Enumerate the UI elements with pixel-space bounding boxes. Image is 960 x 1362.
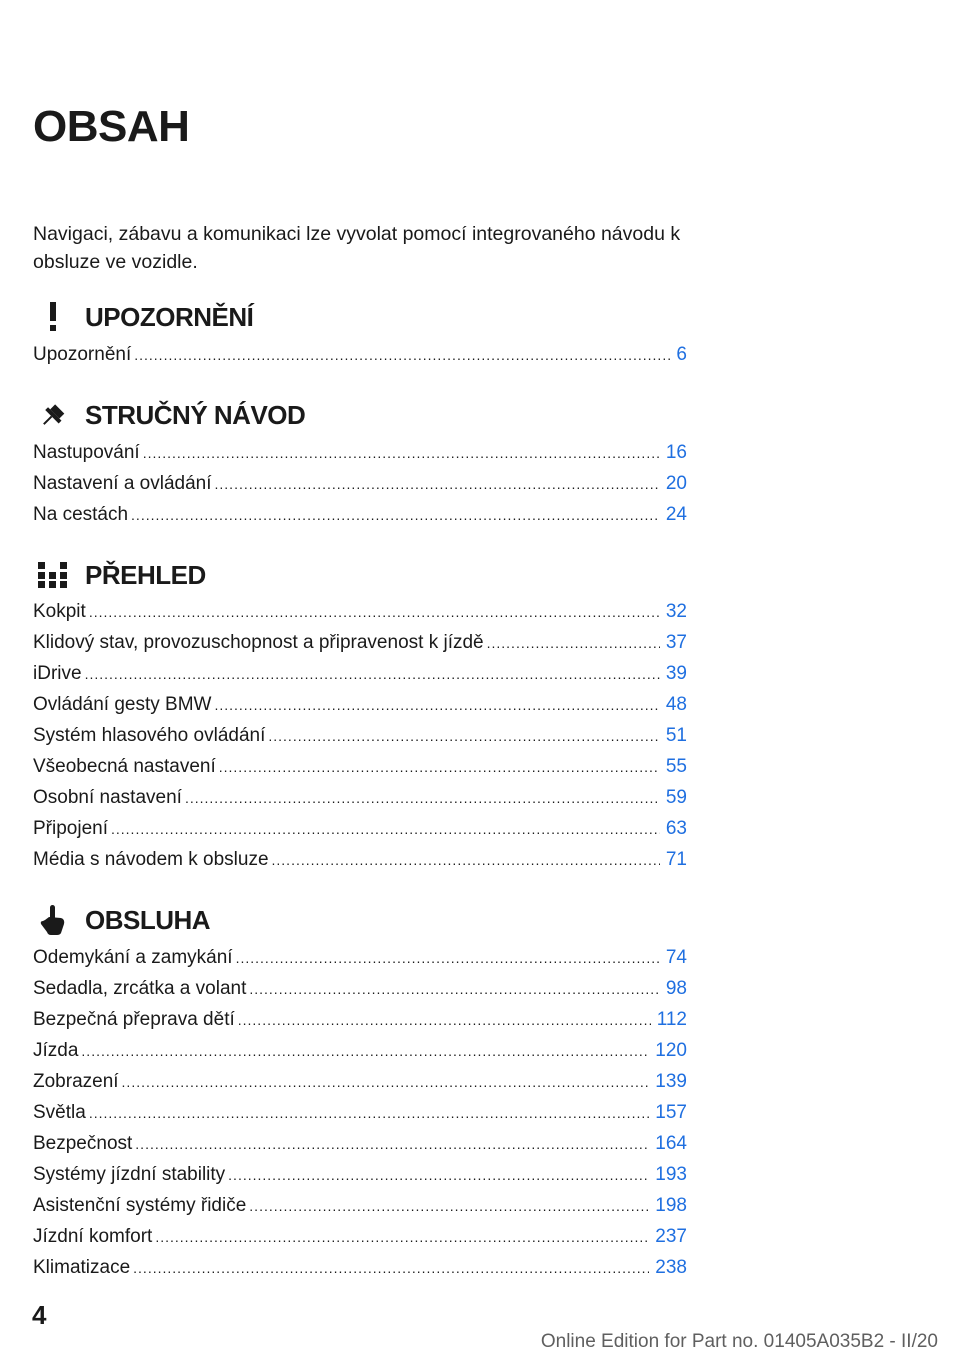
toc-entry-label: Světla [33, 1102, 86, 1123]
toc-list-prehled [33, 596, 687, 875]
toc-entry[interactable] [33, 1190, 687, 1221]
toc-entry-label: Osobní nastavení [33, 787, 182, 808]
toc-page-link[interactable]: 63 [665, 818, 687, 839]
dot-leader [89, 597, 660, 628]
toc-entry-label: Sedadla, zrcátka a volant [33, 978, 247, 999]
pointing-hand-icon [33, 902, 73, 938]
toc-entry-label: Na cestách [33, 504, 129, 525]
dot-leader [135, 1129, 649, 1160]
toc-entry-label: Bezpečnost [33, 1133, 133, 1154]
intro-text: Navigaci, zábavu a komunikaci lze vyvolat pomocí integrovaného návodu k obsluze ve vozidle. [33, 223, 681, 273]
section-title: STRUČNÝ NÁVOD [85, 399, 306, 430]
dot-leader [236, 943, 660, 974]
toc-page-link[interactable]: 237 [655, 1226, 687, 1247]
section-heading-upozorneni [33, 297, 253, 337]
toc-entry[interactable] [33, 973, 687, 1004]
toc-entry[interactable] [33, 1004, 687, 1035]
toc-entry[interactable] [33, 1035, 687, 1066]
toc-page-link[interactable]: 157 [655, 1102, 687, 1123]
dot-leader [89, 1098, 649, 1129]
grid-icon [33, 557, 73, 593]
toc-entry-label: iDrive [33, 663, 82, 684]
dot-leader [268, 721, 659, 752]
toc-entry-label: Asistenční systémy řidiče [33, 1195, 247, 1216]
dot-leader [219, 752, 660, 783]
toc-entry-label: Média s návodem k obsluze [33, 849, 269, 870]
dot-leader [185, 783, 660, 814]
dot-leader [249, 1191, 649, 1222]
toc-page-link[interactable]: 32 [665, 601, 687, 622]
toc-entry-label: Zobrazení [33, 1071, 119, 1092]
section-title: OBSLUHA [85, 904, 211, 935]
toc-entry[interactable] [33, 689, 687, 720]
toc-page-link[interactable]: 139 [655, 1071, 687, 1092]
toc-entry[interactable] [33, 844, 687, 875]
dot-leader [228, 1160, 649, 1191]
toc-entry[interactable] [33, 942, 687, 973]
toc-entry-label: Klidový stav, provozuschopnost a připravenost k jízdě [33, 632, 484, 653]
section-heading-obsluha [33, 900, 210, 940]
toc-page-link[interactable]: 48 [665, 694, 687, 715]
toc-entry-label: Bezpečná přeprava dětí [33, 1009, 235, 1030]
toc-page-link[interactable]: 55 [665, 756, 687, 777]
dot-leader [215, 469, 660, 500]
dot-leader [143, 438, 660, 469]
toc-entry[interactable] [33, 437, 687, 468]
dot-leader [249, 974, 660, 1005]
toc-page-link[interactable]: 71 [665, 849, 687, 870]
toc-entry[interactable] [33, 627, 687, 658]
dot-leader [131, 500, 660, 531]
page-number: 4 [32, 1300, 47, 1330]
toc-page-link[interactable]: 198 [655, 1195, 687, 1216]
toc-entry[interactable] [33, 1159, 687, 1190]
toc-list-upozorneni [33, 339, 687, 370]
toc-entry[interactable] [33, 720, 687, 751]
toc-page-link[interactable]: 98 [665, 978, 687, 999]
section-heading-prehled [33, 555, 206, 595]
dot-leader [133, 1253, 649, 1284]
toc-entry-label: Klimatizace [33, 1257, 131, 1278]
toc-entry-label: Kokpit [33, 601, 86, 622]
toc-entry[interactable] [33, 658, 687, 689]
section-heading-strucny-navod [33, 395, 305, 435]
toc-list-obsluha [33, 942, 687, 1283]
toc-entry-label: Jízda [33, 1040, 79, 1061]
toc-entry[interactable] [33, 1066, 687, 1097]
toc-entry-label: Připojení [33, 818, 108, 839]
toc-entry[interactable] [33, 813, 687, 844]
pushpin-icon [33, 397, 73, 433]
dot-leader [85, 659, 660, 690]
toc-entry[interactable] [33, 1097, 687, 1128]
page-title: OBSAH [33, 102, 190, 151]
toc-page-link[interactable]: 20 [665, 473, 687, 494]
toc-page-link[interactable]: 24 [665, 504, 687, 525]
toc-entry-label: Systém hlasového ovládání [33, 725, 266, 746]
toc-page-link[interactable]: 238 [655, 1257, 687, 1278]
toc-page-link[interactable]: 120 [655, 1040, 687, 1061]
toc-entry[interactable] [33, 468, 687, 499]
toc-entry-label: Odemykání a zamykání [33, 947, 233, 968]
toc-entry-label: Jízdní komfort [33, 1226, 153, 1247]
toc-entry[interactable] [33, 339, 687, 370]
dot-leader [487, 628, 660, 659]
toc-page-link[interactable]: 16 [665, 442, 687, 463]
toc-entry[interactable] [33, 596, 687, 627]
toc-page-link[interactable]: 37 [665, 632, 687, 653]
toc-page-link[interactable]: 164 [655, 1133, 687, 1154]
dot-leader [238, 1005, 651, 1036]
toc-page-link[interactable]: 6 [676, 344, 687, 365]
toc-entry[interactable] [33, 751, 687, 782]
dot-leader [155, 1222, 649, 1253]
exclamation-icon [33, 299, 73, 335]
dot-leader [81, 1036, 649, 1067]
toc-list-strucny-navod [33, 437, 687, 530]
toc-entry[interactable] [33, 1221, 687, 1252]
dot-leader [122, 1067, 650, 1098]
section-title: UPOZORNĚNÍ [85, 301, 254, 332]
toc-page-link[interactable]: 51 [665, 725, 687, 746]
toc-page-link[interactable]: 59 [665, 787, 687, 808]
dot-leader [111, 814, 660, 845]
toc-page-link[interactable]: 193 [655, 1164, 687, 1185]
dot-leader [272, 845, 660, 876]
toc-entry[interactable] [33, 782, 687, 813]
dot-leader [134, 340, 670, 371]
toc-entry-label: Nastupování [33, 442, 140, 463]
toc-entry-label: Ovládání gesty BMW [33, 694, 212, 715]
toc-entry-label: Všeobecná nastavení [33, 756, 216, 777]
section-title: PŘEHLED [85, 559, 206, 590]
toc-entry[interactable] [33, 1128, 687, 1159]
toc-entry-label: Nastavení a ovládání [33, 473, 212, 494]
toc-entry[interactable] [33, 1252, 687, 1283]
toc-entry-label: Systémy jízdní stability [33, 1164, 226, 1185]
dot-leader [214, 690, 659, 721]
toc-page-link[interactable]: 39 [665, 663, 687, 684]
toc-page-link[interactable]: 74 [665, 947, 687, 968]
toc-page-link[interactable]: 112 [656, 1009, 687, 1030]
toc-entry-label: Upozornění [33, 344, 132, 365]
footer-edition-note: Online Edition for Part no. 01405A035B2 - II/20 [540, 1331, 938, 1352]
toc-entry[interactable] [33, 499, 687, 530]
